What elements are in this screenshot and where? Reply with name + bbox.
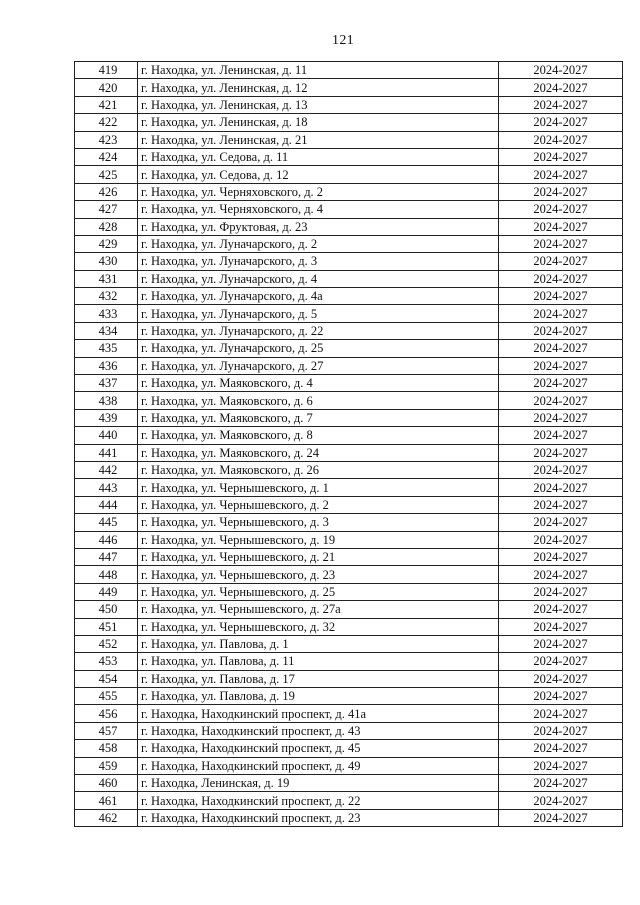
address-cell: г. Находка, ул. Чернышевского, д. 2 [138,496,499,513]
period-cell: 2024-2027 [499,409,623,426]
period-cell: 2024-2027 [499,322,623,339]
table-row [75,427,623,444]
table-row [75,775,623,792]
address-cell: г. Находка, ул. Луначарского, д. 4а [138,288,499,305]
table-row [75,618,623,635]
address-cell: г. Находка, ул. Черняховского, д. 4 [138,201,499,218]
row-number-cell: 429 [75,235,138,252]
row-number-cell: 461 [75,792,138,809]
row-number-cell: 449 [75,583,138,600]
period-cell: 2024-2027 [499,357,623,374]
row-number-cell: 430 [75,253,138,270]
address-cell: г. Находка, Находкинский проспект, д. 49 [138,757,499,774]
address-cell: г. Находка, ул. Луначарского, д. 3 [138,253,499,270]
table-row [75,740,623,757]
period-cell: 2024-2027 [499,514,623,531]
table-row [75,566,623,583]
table-row [75,705,623,722]
period-cell: 2024-2027 [499,79,623,96]
row-number-cell: 460 [75,775,138,792]
row-number-cell: 453 [75,653,138,670]
row-number-cell: 454 [75,670,138,687]
table-row [75,131,623,148]
row-number-cell: 444 [75,496,138,513]
address-cell: г. Находка, ул. Чернышевского, д. 27а [138,601,499,618]
address-cell: г. Находка, ул. Павлова, д. 11 [138,653,499,670]
address-cell: г. Находка, ул. Ленинская, д. 13 [138,96,499,113]
row-number-cell: 431 [75,270,138,287]
row-number-cell: 432 [75,288,138,305]
address-cell: г. Находка, ул. Ленинская, д. 11 [138,62,499,79]
table-row [75,601,623,618]
address-cell: г. Находка, ул. Чернышевского, д. 19 [138,531,499,548]
address-cell: г. Находка, ул. Маяковского, д. 24 [138,444,499,461]
table-row [75,635,623,652]
table-row [75,392,623,409]
address-cell: г. Находка, ул. Чернышевского, д. 3 [138,514,499,531]
address-cell: г. Находка, ул. Ленинская, д. 18 [138,114,499,131]
period-cell: 2024-2027 [499,201,623,218]
row-number-cell: 424 [75,148,138,165]
row-number-cell: 447 [75,548,138,565]
row-number-cell: 436 [75,357,138,374]
period-cell: 2024-2027 [499,722,623,739]
table-row [75,548,623,565]
table-row [75,757,623,774]
period-cell: 2024-2027 [499,131,623,148]
row-number-cell: 445 [75,514,138,531]
address-cell: г. Находка, ул. Чернышевского, д. 25 [138,583,499,600]
table-row [75,270,623,287]
table-row [75,531,623,548]
period-cell: 2024-2027 [499,270,623,287]
table-row [75,809,623,826]
table-row [75,253,623,270]
address-cell: г. Находка, ул. Ленинская, д. 12 [138,79,499,96]
period-cell: 2024-2027 [499,496,623,513]
table-row [75,479,623,496]
period-cell: 2024-2027 [499,618,623,635]
row-number-cell: 428 [75,218,138,235]
row-number-cell: 448 [75,566,138,583]
row-number-cell: 446 [75,531,138,548]
address-cell: г. Находка, ул. Луначарского, д. 4 [138,270,499,287]
period-cell: 2024-2027 [499,566,623,583]
address-cell: г. Находка, ул. Луначарского, д. 22 [138,322,499,339]
table-row [75,79,623,96]
period-cell: 2024-2027 [499,670,623,687]
period-cell: 2024-2027 [499,548,623,565]
row-number-cell: 433 [75,305,138,322]
table-row [75,322,623,339]
row-number-cell: 442 [75,461,138,478]
address-cell: г. Находка, ул. Маяковского, д. 6 [138,392,499,409]
row-number-cell: 425 [75,166,138,183]
table-row [75,375,623,392]
table-row [75,514,623,531]
table-row [75,688,623,705]
period-cell: 2024-2027 [499,62,623,79]
row-number-cell: 438 [75,392,138,409]
period-cell: 2024-2027 [499,218,623,235]
period-cell: 2024-2027 [499,601,623,618]
table-row [75,148,623,165]
table-row [75,496,623,513]
address-cell: г. Находка, ул. Чернышевского, д. 32 [138,618,499,635]
address-cell: г. Находка, ул. Луначарского, д. 25 [138,340,499,357]
address-cell: г. Находка, ул. Павлова, д. 17 [138,670,499,687]
table-row [75,340,623,357]
row-number-cell: 423 [75,131,138,148]
period-cell: 2024-2027 [499,340,623,357]
address-cell: г. Находка, Ленинская, д. 19 [138,775,499,792]
row-number-cell: 459 [75,757,138,774]
row-number-cell: 457 [75,722,138,739]
address-cell: г. Находка, ул. Чернышевского, д. 21 [138,548,499,565]
address-cell: г. Находка, Находкинский проспект, д. 22 [138,792,499,809]
address-cell: г. Находка, ул. Маяковского, д. 8 [138,427,499,444]
address-cell: г. Находка, ул. Луначарского, д. 27 [138,357,499,374]
row-number-cell: 422 [75,114,138,131]
table-row [75,218,623,235]
period-cell: 2024-2027 [499,166,623,183]
page-number: 121 [332,33,354,48]
address-cell: г. Находка, Находкинский проспект, д. 43 [138,722,499,739]
period-cell: 2024-2027 [499,757,623,774]
table-row [75,288,623,305]
row-number-cell: 441 [75,444,138,461]
period-cell: 2024-2027 [499,253,623,270]
period-cell: 2024-2027 [499,444,623,461]
period-cell: 2024-2027 [499,531,623,548]
period-cell: 2024-2027 [499,792,623,809]
row-number-cell: 443 [75,479,138,496]
table-row [75,183,623,200]
row-number-cell: 420 [75,79,138,96]
period-cell: 2024-2027 [499,775,623,792]
period-cell: 2024-2027 [499,583,623,600]
period-cell: 2024-2027 [499,392,623,409]
period-cell: 2024-2027 [499,183,623,200]
row-number-cell: 437 [75,375,138,392]
period-cell: 2024-2027 [499,427,623,444]
address-cell: г. Находка, ул. Маяковского, д. 4 [138,375,499,392]
period-cell: 2024-2027 [499,653,623,670]
row-number-cell: 451 [75,618,138,635]
period-cell: 2024-2027 [499,809,623,826]
address-cell: г. Находка, ул. Луначарского, д. 2 [138,235,499,252]
table-row [75,653,623,670]
address-cell: г. Находка, ул. Маяковского, д. 7 [138,409,499,426]
period-cell: 2024-2027 [499,479,623,496]
row-number-cell: 435 [75,340,138,357]
row-number-cell: 455 [75,688,138,705]
row-number-cell: 439 [75,409,138,426]
address-cell: г. Находка, ул. Седова, д. 11 [138,148,499,165]
address-cell: г. Находка, ул. Черняховского, д. 2 [138,183,499,200]
row-number-cell: 458 [75,740,138,757]
row-number-cell: 421 [75,96,138,113]
address-cell: г. Находка, Находкинский проспект, д. 23 [138,809,499,826]
table-row [75,96,623,113]
table-row [75,357,623,374]
row-number-cell: 419 [75,62,138,79]
row-number-cell: 440 [75,427,138,444]
table-row [75,444,623,461]
table-row [75,235,623,252]
address-cell: г. Находка, ул. Фруктовая, д. 23 [138,218,499,235]
address-cell: г. Находка, ул. Чернышевского, д. 23 [138,566,499,583]
address-cell: г. Находка, ул. Павлова, д. 19 [138,688,499,705]
address-cell: г. Находка, ул. Луначарского, д. 5 [138,305,499,322]
address-table [74,61,623,827]
address-cell: г. Находка, ул. Ленинская, д. 21 [138,131,499,148]
table-row [75,583,623,600]
row-number-cell: 462 [75,809,138,826]
period-cell: 2024-2027 [499,635,623,652]
address-cell: г. Находка, Находкинский проспект, д. 41а [138,705,499,722]
address-cell: г. Находка, Находкинский проспект, д. 45 [138,740,499,757]
address-cell: г. Находка, ул. Чернышевского, д. 1 [138,479,499,496]
row-number-cell: 434 [75,322,138,339]
table-row [75,722,623,739]
table-row [75,792,623,809]
row-number-cell: 456 [75,705,138,722]
address-cell: г. Находка, ул. Павлова, д. 1 [138,635,499,652]
address-cell: г. Находка, ул. Седова, д. 12 [138,166,499,183]
table-row [75,305,623,322]
table-row [75,461,623,478]
table-row [75,114,623,131]
row-number-cell: 427 [75,201,138,218]
period-cell: 2024-2027 [499,235,623,252]
period-cell: 2024-2027 [499,461,623,478]
row-number-cell: 452 [75,635,138,652]
period-cell: 2024-2027 [499,114,623,131]
row-number-cell: 426 [75,183,138,200]
table-row [75,409,623,426]
row-number-cell: 450 [75,601,138,618]
period-cell: 2024-2027 [499,705,623,722]
address-table-body [75,62,623,827]
period-cell: 2024-2027 [499,96,623,113]
table-row [75,670,623,687]
table-row [75,166,623,183]
period-cell: 2024-2027 [499,148,623,165]
period-cell: 2024-2027 [499,288,623,305]
period-cell: 2024-2027 [499,375,623,392]
table-row [75,201,623,218]
period-cell: 2024-2027 [499,688,623,705]
period-cell: 2024-2027 [499,305,623,322]
address-cell: г. Находка, ул. Маяковского, д. 26 [138,461,499,478]
period-cell: 2024-2027 [499,740,623,757]
table-row [75,62,623,79]
